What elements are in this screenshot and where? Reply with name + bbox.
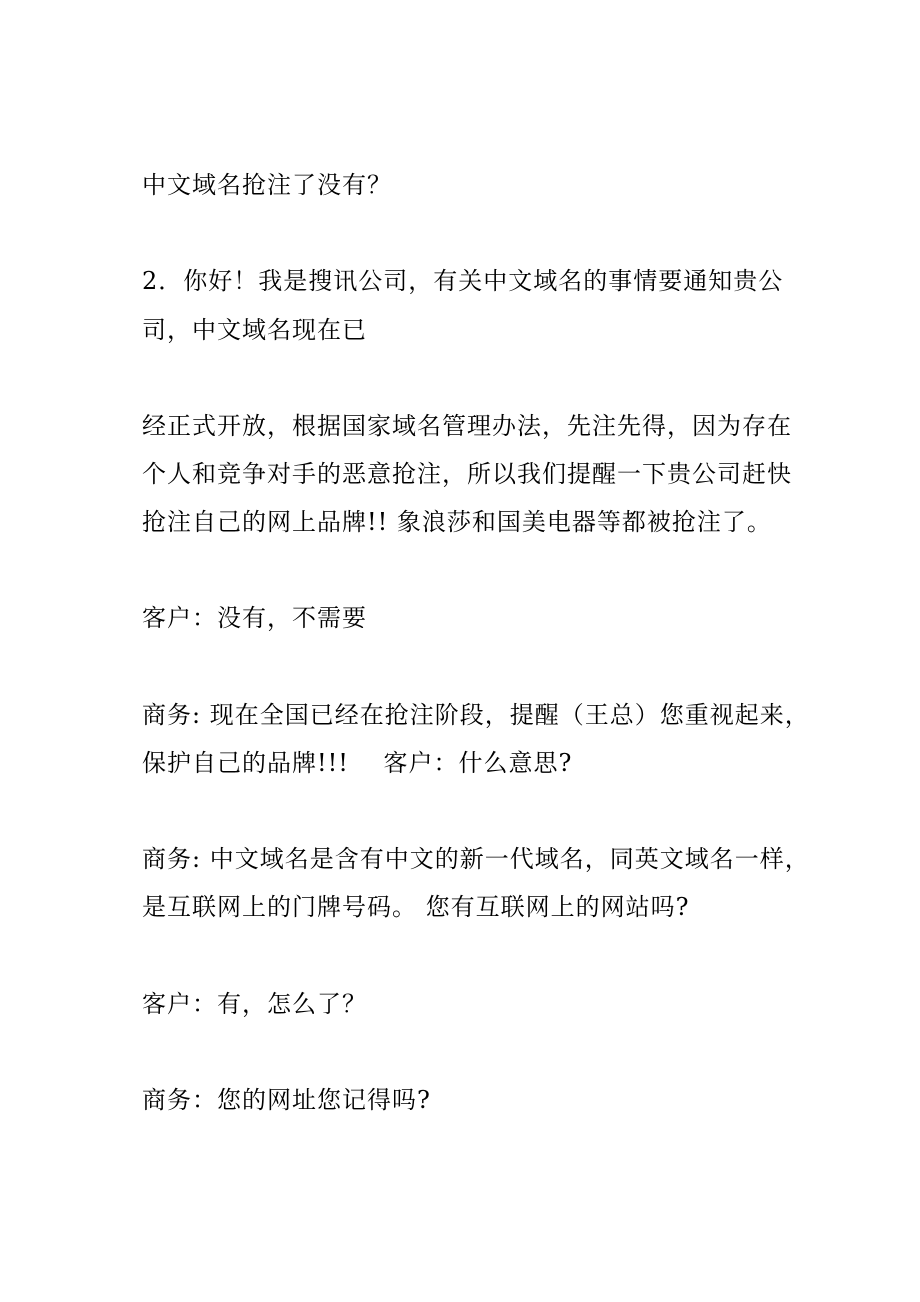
text-line: 客户：没有，不需要 xyxy=(142,604,367,632)
text-line: 商务：您的网址您记得吗? xyxy=(142,1086,431,1114)
text-line: 商务: 中文域名是含有中文的新一代域名，同英文域名一样， xyxy=(142,845,810,873)
text-line: 经正式开放，根据国家域名管理办法，先注先得，因为存在 xyxy=(142,412,792,440)
text-line: 客户：有，怎么了？ xyxy=(142,990,367,1018)
text-line: 是互联网上的门牌号码。 您有互联网上的网站吗? xyxy=(142,893,690,921)
text-line: 2．你好！我是搜讯公司，有关中文域名的事情要通知贵公 xyxy=(142,267,784,295)
text-line: 保护自己的品牌!!! 客户：什么意思? xyxy=(142,749,573,777)
text-line: 中文域名抢注了没有？ xyxy=(142,171,392,199)
text-line: 商务: 现在全国已经在抢注阶段，提醒（王总）您重视起来， xyxy=(142,701,810,729)
text-line: 个人和竞争对手的恶意抢注，所以我们提醒一下贵公司赶快 xyxy=(142,460,792,488)
text-line: 抢注自己的网上品牌!! 象浪莎和国美电器等都被抢注了。 xyxy=(142,508,772,536)
text-line: 司，中文域名现在已 xyxy=(142,316,367,344)
